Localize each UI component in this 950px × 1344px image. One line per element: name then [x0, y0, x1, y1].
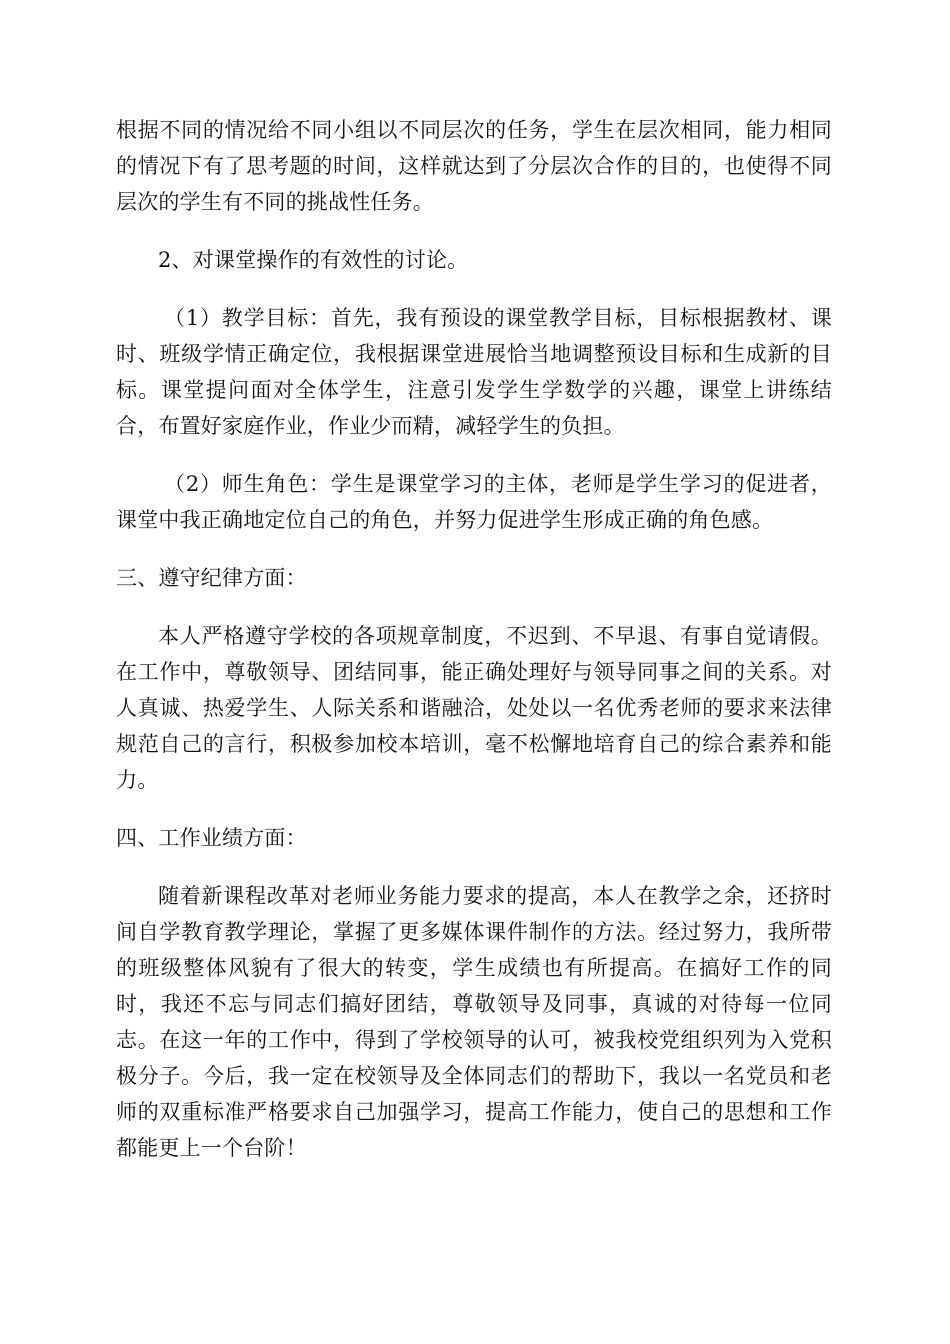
- paragraph-teaching-goals: （1）教学目标：首先，我有预设的课堂教学目标，目标根据教材、课时、班级学情正确定位，我根据课堂进展恰当地调整预设目标和生成新的目标。课堂提问面对全体学生，注意引发学生学数学的兴趣，课堂上讲练结合，布置好家庭作业，作业少而精，减轻学生的负担。: [116, 306, 832, 438]
- subheading-classroom-effectiveness: 2、对课堂操作的有效性的讨论。: [158, 248, 469, 272]
- paragraph-work-performance: 随着新课程改革对老师业务能力要求的提高，本人在教学之余，还挤时间自学教育教学理论，掌握了更多媒体课件制作的方法。经过努力，我所带的班级整体风貌有了很大的转变，学生成绩也有所提高。在搞好工作的同时，我还不忘与同志们搞好团结，尊敬领导及同事，真诚的对待每一位同志。在这一年的工作中，得到了学校领导的认可，被我校党组织列为入党积极分子。今后，我一定在校领导及全体同志们的帮助下，我以一名党员和老师的双重标准严格要求自己加强学习，提高工作能力，使自己的思想和工作都能更上一个台阶！: [116, 884, 832, 1160]
- document-body: [116, 112, 832, 1188]
- paragraph-discipline: 本人严格遵守学校的各项规章制度，不迟到、不早退、有事自觉请假。在工作中，尊敬领导、团结同事，能正确处理好与领导同事之间的关系。对人真诚、热爱学生、人际关系和谐融洽，处处以一名优秀老师的要求来法律规范自己的言行，积极参加校本培训，毫不松懈地培育自己的综合素养和能力。: [116, 624, 832, 792]
- heading-discipline: 三、遵守纪律方面：: [116, 566, 307, 590]
- paragraph-continuation: 根据不同的情况给不同小组以不同层次的任务，学生在层次相同，能力相同的情况下有了思考题的时间，这样就达到了分层次合作的目的，也使得不同层次的学生有不同的挑战性任务。: [116, 118, 832, 214]
- paragraph-teacher-student-roles: （2）师生角色：学生是课堂学习的主体，老师是学生学习的促进者，课堂中我正确地定位自己的角色，并努力促进学生形成正确的角色感。: [116, 472, 832, 532]
- heading-work-performance: 四、工作业绩方面：: [116, 826, 307, 850]
